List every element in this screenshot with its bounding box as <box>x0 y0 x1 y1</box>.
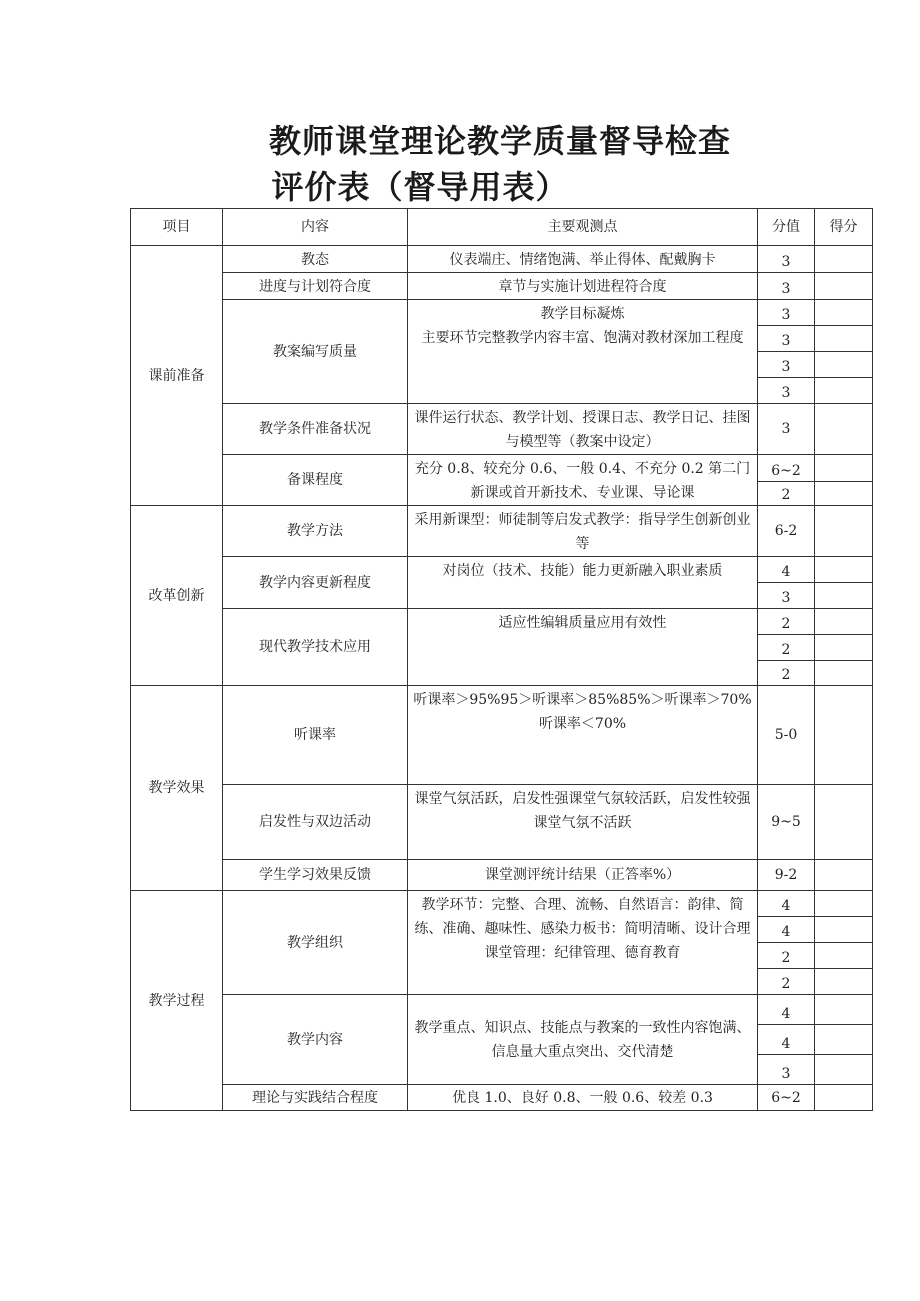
score-obtained <box>815 860 873 891</box>
score-value: 3 <box>758 583 815 609</box>
observation-line: 新课或首开新技术、专业课、导论课 <box>470 485 695 501</box>
score-obtained <box>815 917 873 943</box>
score-obtained <box>815 481 873 505</box>
category-cell: 教学过程 <box>131 891 223 1111</box>
score-obtained <box>815 969 873 995</box>
observation-cell: 优良 1.0、良好 0.8、一般 0.6、较差 0.3 <box>408 1085 758 1111</box>
observation-cell: 课堂测评统计结果（正答率%） <box>408 860 758 891</box>
score-obtained <box>815 583 873 609</box>
score-obtained <box>815 686 873 785</box>
score-value: 2 <box>758 943 815 969</box>
content-cell: 理论与实践结合程度 <box>223 1085 408 1111</box>
score-value: 2 <box>758 661 815 686</box>
score-value: 4 <box>758 917 815 943</box>
score-value: 4 <box>758 1025 815 1055</box>
content-cell: 学生学习效果反馈 <box>223 860 408 891</box>
header-score-value: 分值 <box>758 209 815 246</box>
document-title-line2: 评价表（督导用表） <box>271 168 569 206</box>
score-obtained <box>815 273 873 300</box>
header-observation: 主要观测点 <box>408 209 758 246</box>
score-value: 6-2 <box>758 506 815 557</box>
score-obtained <box>815 609 873 635</box>
score-value: 6~2 <box>758 1085 815 1111</box>
score-obtained <box>815 300 873 326</box>
score-value: 3 <box>758 326 815 352</box>
observation-cell: 仪表端庄、情绪饱满、举止得体、配戴胸卡 <box>408 246 758 273</box>
score-value: 3 <box>758 378 815 404</box>
observation-cell: 适应性编辑质量应用有效性 <box>408 609 758 686</box>
score-value: 3 <box>758 1055 815 1085</box>
score-obtained <box>815 1055 873 1085</box>
observation-cell <box>408 300 758 404</box>
score-value: 4 <box>758 995 815 1025</box>
score-value: 3 <box>758 404 815 455</box>
score-value: 4 <box>758 891 815 917</box>
score-obtained <box>815 246 873 273</box>
content-cell: 教态 <box>223 246 408 273</box>
score-obtained <box>815 378 873 404</box>
score-obtained <box>815 455 873 482</box>
score-obtained <box>815 506 873 557</box>
score-value: 3 <box>758 352 815 378</box>
content-cell: 听课率 <box>223 686 408 785</box>
score-obtained <box>815 404 873 455</box>
content-cell: 备课程度 <box>223 455 408 506</box>
observation-cell: 教学重点、知识点、技能点与教案的一致性内容饱满、信息量大重点突出、交代清楚 <box>408 995 758 1085</box>
score-obtained <box>815 352 873 378</box>
observation-cell: 课堂气氛活跃，启发性强课堂气氛较活跃，启发性较强课堂气氛不活跃 <box>408 785 758 860</box>
score-value: 3 <box>758 246 815 273</box>
content-cell: 教学方法 <box>223 506 408 557</box>
score-obtained <box>815 995 873 1025</box>
observation-line: 教学目标凝炼 <box>540 306 625 322</box>
observation-cell: 对岗位（技术、技能）能力更新融入职业素质 <box>408 557 758 609</box>
content-cell: 进度与计划符合度 <box>223 273 408 300</box>
score-value: 3 <box>758 273 815 300</box>
content-cell: 现代教学技术应用 <box>223 609 408 686</box>
category-cell: 课前准备 <box>131 246 223 506</box>
content-cell: 教案编写质量 <box>223 300 408 404</box>
header-content: 内容 <box>223 209 408 246</box>
content-cell: 教学组织 <box>223 891 408 995</box>
score-obtained <box>815 785 873 860</box>
document-title-line1: 教师课堂理论教学质量督导检查 <box>268 122 731 160</box>
score-value: 6~2 <box>758 455 815 482</box>
score-obtained <box>815 943 873 969</box>
score-value: 3 <box>758 300 815 326</box>
observation-cell: 教学环节：完整、合理、流畅、自然语言：韵律、简练、准确、趣味性、感染力板书：简明清晰、设计合理课堂管理：纪律管理、德育教育 <box>408 891 758 995</box>
score-obtained <box>815 557 873 583</box>
score-value: 9-2 <box>758 860 815 891</box>
header-score-obtained: 得分 <box>815 209 873 246</box>
score-value: 2 <box>758 635 815 661</box>
observation-cell <box>408 455 758 506</box>
score-value: 2 <box>758 481 815 505</box>
content-cell: 教学内容更新程度 <box>223 557 408 609</box>
observation-cell: 听课率＞95%95＞听课率＞85%85%＞听课率＞70%听课率＜70% <box>408 686 758 785</box>
content-cell: 启发性与双边活动 <box>223 785 408 860</box>
evaluation-table <box>130 208 873 1111</box>
category-cell: 改革创新 <box>131 506 223 686</box>
observation-cell: 章节与实施计划进程符合度 <box>408 273 758 300</box>
score-obtained <box>815 635 873 661</box>
score-obtained <box>815 326 873 352</box>
category-cell: 教学效果 <box>131 686 223 891</box>
content-cell: 教学内容 <box>223 995 408 1085</box>
score-value: 2 <box>758 969 815 995</box>
observation-cell: 采用新课型：师徒制等启发式教学：指导学生创新创业等 <box>408 506 758 557</box>
observation-cell: 课件运行状态、教学计划、授课日志、教学日记、挂图与模型等（教案中设定） <box>408 404 758 455</box>
observation-line: 充分 0.8、较充分 0.6、一般 0.4、不充分 0.2 第二门 <box>414 461 751 477</box>
score-obtained <box>815 1025 873 1055</box>
observation-line: 主要环节完整教学内容丰富、饱满对教材深加工程度 <box>421 330 744 346</box>
score-obtained <box>815 661 873 686</box>
score-obtained <box>815 1085 873 1111</box>
score-value: 9~5 <box>758 785 815 860</box>
score-value: 2 <box>758 609 815 635</box>
content-cell: 教学条件准备状况 <box>223 404 408 455</box>
score-obtained <box>815 891 873 917</box>
score-value: 5-0 <box>758 686 815 785</box>
score-value: 4 <box>758 557 815 583</box>
header-item: 项目 <box>131 209 223 246</box>
